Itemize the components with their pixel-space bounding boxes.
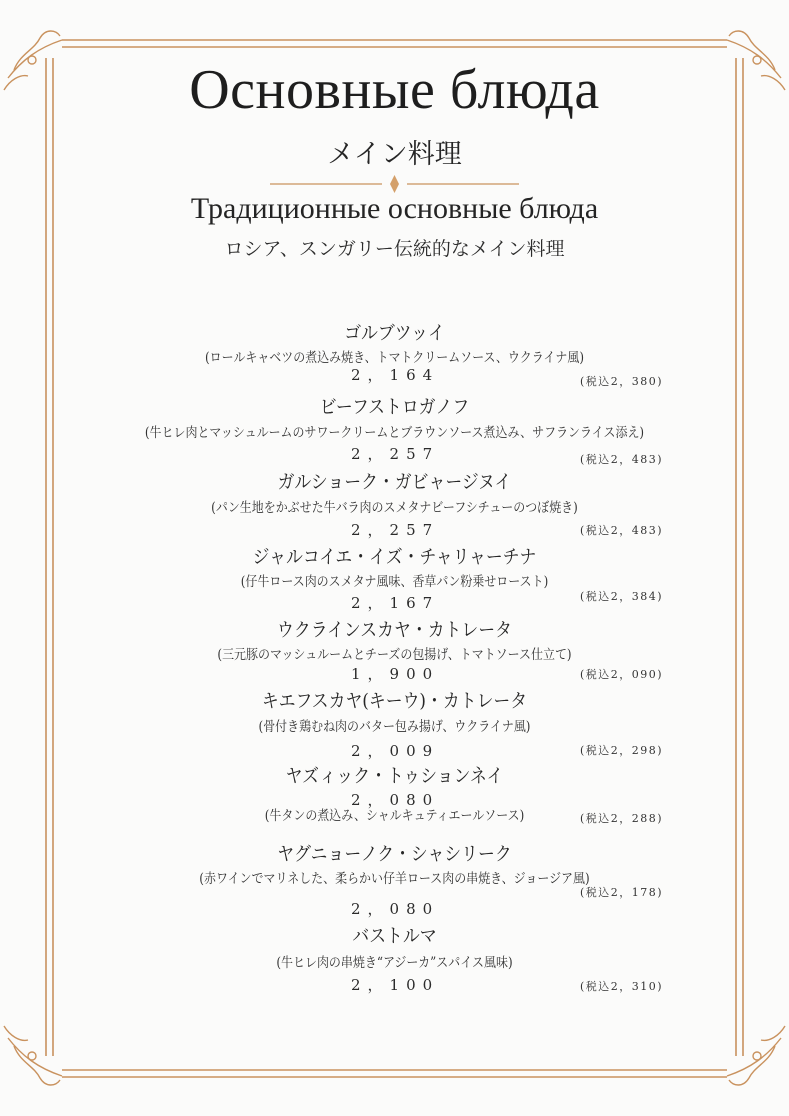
menu-item-tax-price: (税込2，380) bbox=[580, 375, 664, 388]
page-title: Основные блюда bbox=[189, 59, 600, 121]
diamond-divider-icon bbox=[270, 174, 519, 194]
page-title-japanese: メイン料理 bbox=[327, 139, 462, 170]
menu-item-name: ゴルブツッイ bbox=[344, 322, 445, 344]
menu-item-description: (三元豚のマッシュルームとチーズの包揚げ、トマトソース仕立て) bbox=[217, 647, 572, 663]
menu-item-description: (パン生地をかぶせた牛バラ肉のスメタナビーフシチューのつぼ焼き) bbox=[211, 500, 578, 516]
menu-item-price: 2，167 bbox=[351, 594, 440, 612]
menu-item-price: 2，257 bbox=[351, 521, 440, 539]
menu-item-tax-price: (税込2，090) bbox=[580, 668, 664, 681]
menu-item-description: (赤ワインでマリネした、柔らかい仔羊ロース肉の串焼き、ジョージア風) bbox=[199, 871, 590, 887]
menu-item-tax-price: (税込2，298) bbox=[580, 744, 664, 757]
menu-item-tax-price: (税込2，310) bbox=[580, 980, 664, 993]
menu-item-price: 2，164 bbox=[351, 366, 440, 384]
menu-item-description: (仔牛ロース肉のスメタナ風味、香草パン粉乗せロースト) bbox=[240, 574, 549, 590]
menu-item-name: ジャルコイエ・イズ・チャリャーチナ bbox=[252, 546, 537, 568]
menu-item-name: ヤズィック・トゥションネイ bbox=[285, 765, 504, 787]
section-subtitle-japanese: ロシア、スンガリー伝統的なメイン料理 bbox=[224, 238, 565, 260]
menu-item-price: 2，080 bbox=[351, 900, 440, 918]
menu-item-tax-price: (税込2，178) bbox=[580, 886, 664, 899]
menu-item-price: 2，257 bbox=[351, 445, 440, 463]
menu-item-price: 2，100 bbox=[351, 976, 440, 994]
menu-item-tax-price: (税込2，288) bbox=[580, 812, 664, 825]
menu-item-description: (ロールキャベツの煮込み焼き、トマトクリームソース、ウクライナ風) bbox=[205, 350, 584, 366]
menu-item-price: 2，080 bbox=[351, 791, 440, 809]
menu-item-name: ビーフストロガノフ bbox=[319, 396, 470, 418]
menu-item-name: キエフスカヤ(キーウ)・カトレータ bbox=[261, 690, 528, 712]
menu-item-name: バストルマ bbox=[352, 925, 437, 947]
menu-item-description: (牛タンの煮込み、シャルキュティエールソース) bbox=[264, 808, 525, 824]
menu-item-description: (牛ヒレ肉とマッシュルームのサワークリームとブラウンソース煮込み、サフランライス添え) bbox=[144, 425, 645, 441]
section-subtitle: Традиционные основные блюда bbox=[190, 192, 599, 225]
menu-item-tax-price: (税込2，384) bbox=[580, 590, 664, 603]
menu-item-name: ガルショーク・ガビャージヌイ bbox=[277, 471, 512, 493]
menu-item-price: 2，009 bbox=[351, 742, 440, 760]
menu-item-description: (牛ヒレ肉の串焼き“アジーカ”スパイス風味) bbox=[276, 955, 513, 971]
menu-item-name: ヤグニョーノク・シャシリーク bbox=[277, 843, 512, 865]
menu-item-tax-price: (税込2，483) bbox=[580, 524, 664, 537]
menu-item-description: (骨付き鶏むね肉のバター包み揚げ、ウクライナ風) bbox=[258, 719, 531, 735]
menu-item-tax-price: (税込2，483) bbox=[580, 453, 664, 466]
menu-item-price: 1，900 bbox=[351, 665, 440, 683]
menu-item-name: ウクラインスカヤ・カトレータ bbox=[277, 619, 512, 641]
